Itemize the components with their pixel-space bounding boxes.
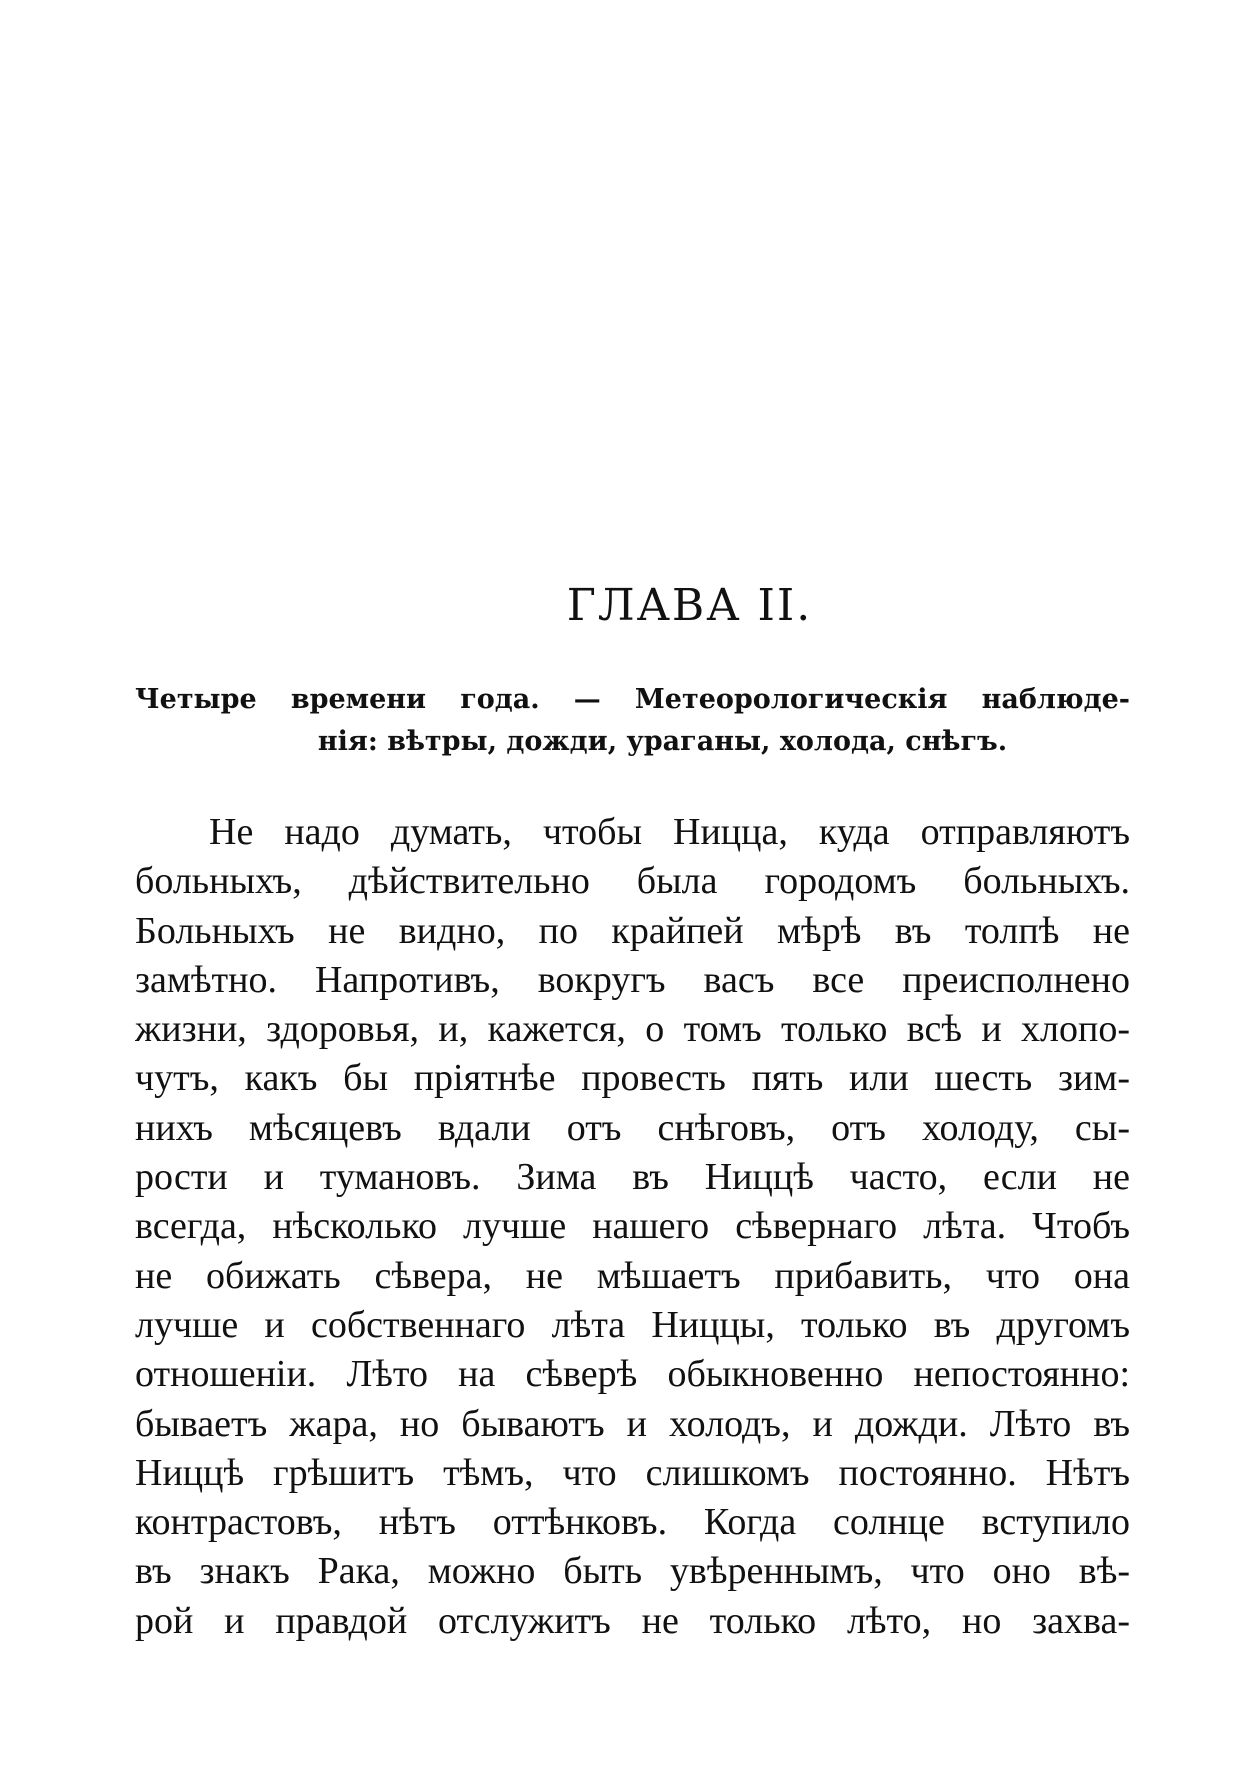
body-line: чутъ, какъ бы пріятнѣе провесть пять или шесть зим- <box>135 1057 1130 1100</box>
body-line: рой и правдой отслужитъ не только лѣто, но захва- <box>135 1599 1130 1642</box>
body-line: нихъ мѣсяцевъ вдали отъ снѣговъ, отъ холоду, сы- <box>135 1106 1130 1149</box>
body-line: Больныхъ не видно, по крайпей мѣрѣ въ толпѣ не <box>135 909 1130 952</box>
body-line: отношеніи. Лѣто на сѣверѣ обыкновенно непостоянно: <box>135 1353 1130 1396</box>
body-line: лучше и собственнаго лѣта Ниццы, только въ другомъ <box>135 1303 1130 1346</box>
chapter-summary-line-2: нія: вѣтры, дожди, ураганы, холода, снѣгъ. <box>317 726 1008 757</box>
body-line: Ниццѣ грѣшитъ тѣмъ, что слишкомъ постоянно. Нѣтъ <box>135 1451 1130 1494</box>
body-line: не обижать сѣвера, не мѣшаетъ прибавить, что она <box>135 1254 1130 1297</box>
body-line: въ знакъ Рака, можно быть увѣреннымъ, что оно вѣ- <box>135 1550 1130 1593</box>
chapter-summary-line-1: Четыре времени года. — Метеорологическія наблюде- <box>135 684 1130 715</box>
body-line: бываетъ жара, но бываютъ и холодъ, и дожди. Лѣто въ <box>135 1402 1130 1445</box>
body-line: больныхъ, дѣйствительно была городомъ больныхъ. <box>135 860 1130 903</box>
body-line: жизни, здоровья, и, кажется, о томъ только всѣ и хлопо- <box>135 1008 1130 1051</box>
body-line: Не надо думать, чтобы Ницца, куда отправляютъ <box>209 811 1130 853</box>
body-line: рости и тумановъ. Зима въ Ниццѣ часто, если не <box>135 1156 1130 1199</box>
body-line: всегда, нѣсколько лучше нашего сѣвернаго лѣта. Чтобъ <box>135 1205 1130 1248</box>
body-line: замѣтно. Напротивъ, вокругъ васъ все преисполнено <box>135 958 1130 1001</box>
body-text <box>135 808 1130 1646</box>
body-line: контрастовъ, нѣтъ оттѣнковъ. Когда солнце вступило <box>135 1501 1130 1544</box>
chapter-title: ГЛАВА II. <box>566 580 813 631</box>
